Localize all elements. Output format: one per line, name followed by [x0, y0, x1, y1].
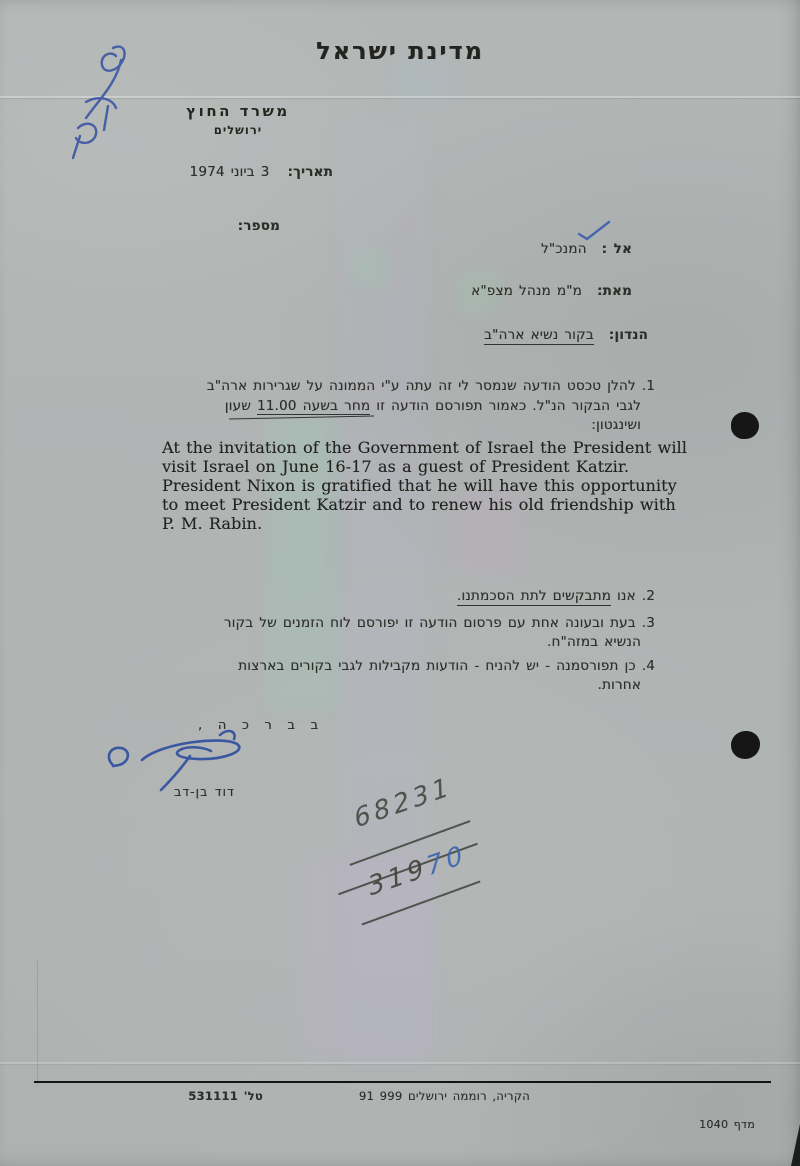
state-title: מדינת ישראל	[316, 37, 484, 65]
number-bottom-dark: 319	[365, 852, 431, 903]
ministry-name: משרד החוץ	[186, 102, 290, 120]
punch-hole	[731, 731, 760, 759]
subject-row	[484, 327, 648, 343]
subject-value: בקור נשיא ארה"ב	[484, 327, 594, 343]
footer-phone: טל' 531111	[188, 1089, 263, 1103]
item3-line2: הנשיא במזה"ח.	[546, 634, 641, 650]
scan-tint	[350, 248, 390, 288]
item1-line1: 1. להלן טכסט הודעה שנמסר לי זה עתה ע"י הממונה על שגרירות ארה"ב	[206, 378, 655, 394]
punch-hole	[731, 412, 759, 439]
to-label: אל :	[601, 241, 632, 257]
scan-edge-shadow	[791, 1124, 800, 1166]
checkmark-icon	[575, 219, 613, 243]
handwritten-number-top: 68231	[351, 771, 456, 835]
footer-address: הקריה, רוממה ירושלים 999 91	[358, 1089, 530, 1103]
number-label: מספר:	[237, 218, 280, 234]
handwritten-initials	[55, 40, 170, 165]
from-row	[471, 283, 632, 299]
date-label: תאריך:	[287, 164, 333, 180]
fold-crease	[0, 1062, 800, 1064]
to-value: המנכ"ל	[540, 241, 587, 257]
from-label: מאת:	[596, 283, 632, 299]
english-line: President Nixon is gratified that he will have this opportunity	[162, 476, 677, 495]
english-line: At the invitation of the Government of Israel the President will	[162, 438, 687, 457]
date-row	[190, 164, 333, 180]
item3-line1: 3. בעת ובעונה אחת עם פרסום הודעה זו יפורסם לוח הזמנים של בקור	[223, 614, 655, 631]
emphasis-underline: מחר בשעה 11.00	[256, 397, 371, 414]
item2-line: 2. אנו מתבקשים לתת הסכמתנו.	[456, 588, 655, 604]
footer-shelf-number: מדף 1040	[699, 1118, 755, 1131]
english-statement	[162, 438, 687, 533]
to-row	[541, 241, 632, 257]
item4-line1: 4. כן תפורסמנה - יש להניח - הודעות מקבילות לגבי בקורים בארצות	[238, 657, 655, 674]
number-row	[238, 218, 280, 234]
item1-line2: לגבי הבקור הנ"ל. כאמור תפורסם הודעה זו מחר בשעה 11.00 שעון	[224, 397, 641, 414]
body-item-1	[207, 378, 655, 437]
body-items-2-4	[224, 588, 655, 697]
signer-name: דוד בן-דב	[174, 784, 235, 799]
footer-rule	[34, 1081, 771, 1083]
item1-line3: ושינגטון:	[591, 417, 641, 433]
number-bottom-blue: 70	[423, 839, 470, 883]
consent-underline: מתבקשים לתת הסכמתנו.	[456, 588, 612, 604]
from-value: מ"מ מנהל מצפ"א	[471, 283, 582, 299]
ministry-city: ירושלים	[213, 123, 263, 137]
english-line: P. M. Rabin.	[162, 514, 263, 533]
subject-label: הנדון:	[608, 327, 648, 343]
fold-crease	[37, 960, 38, 1085]
english-line: visit Israel on June 16-17 as a guest of President Katzir.	[162, 457, 630, 476]
ministry-block	[181, 102, 295, 137]
date-value: 3 ביוני 1974	[189, 164, 270, 180]
signature	[100, 724, 258, 794]
english-line: to meet President Katzir and to renew his old friendship with	[162, 495, 676, 514]
item4-line2: אחרות.	[597, 677, 641, 693]
closing-salutation: ב ב ר כ ה ,	[198, 718, 324, 733]
